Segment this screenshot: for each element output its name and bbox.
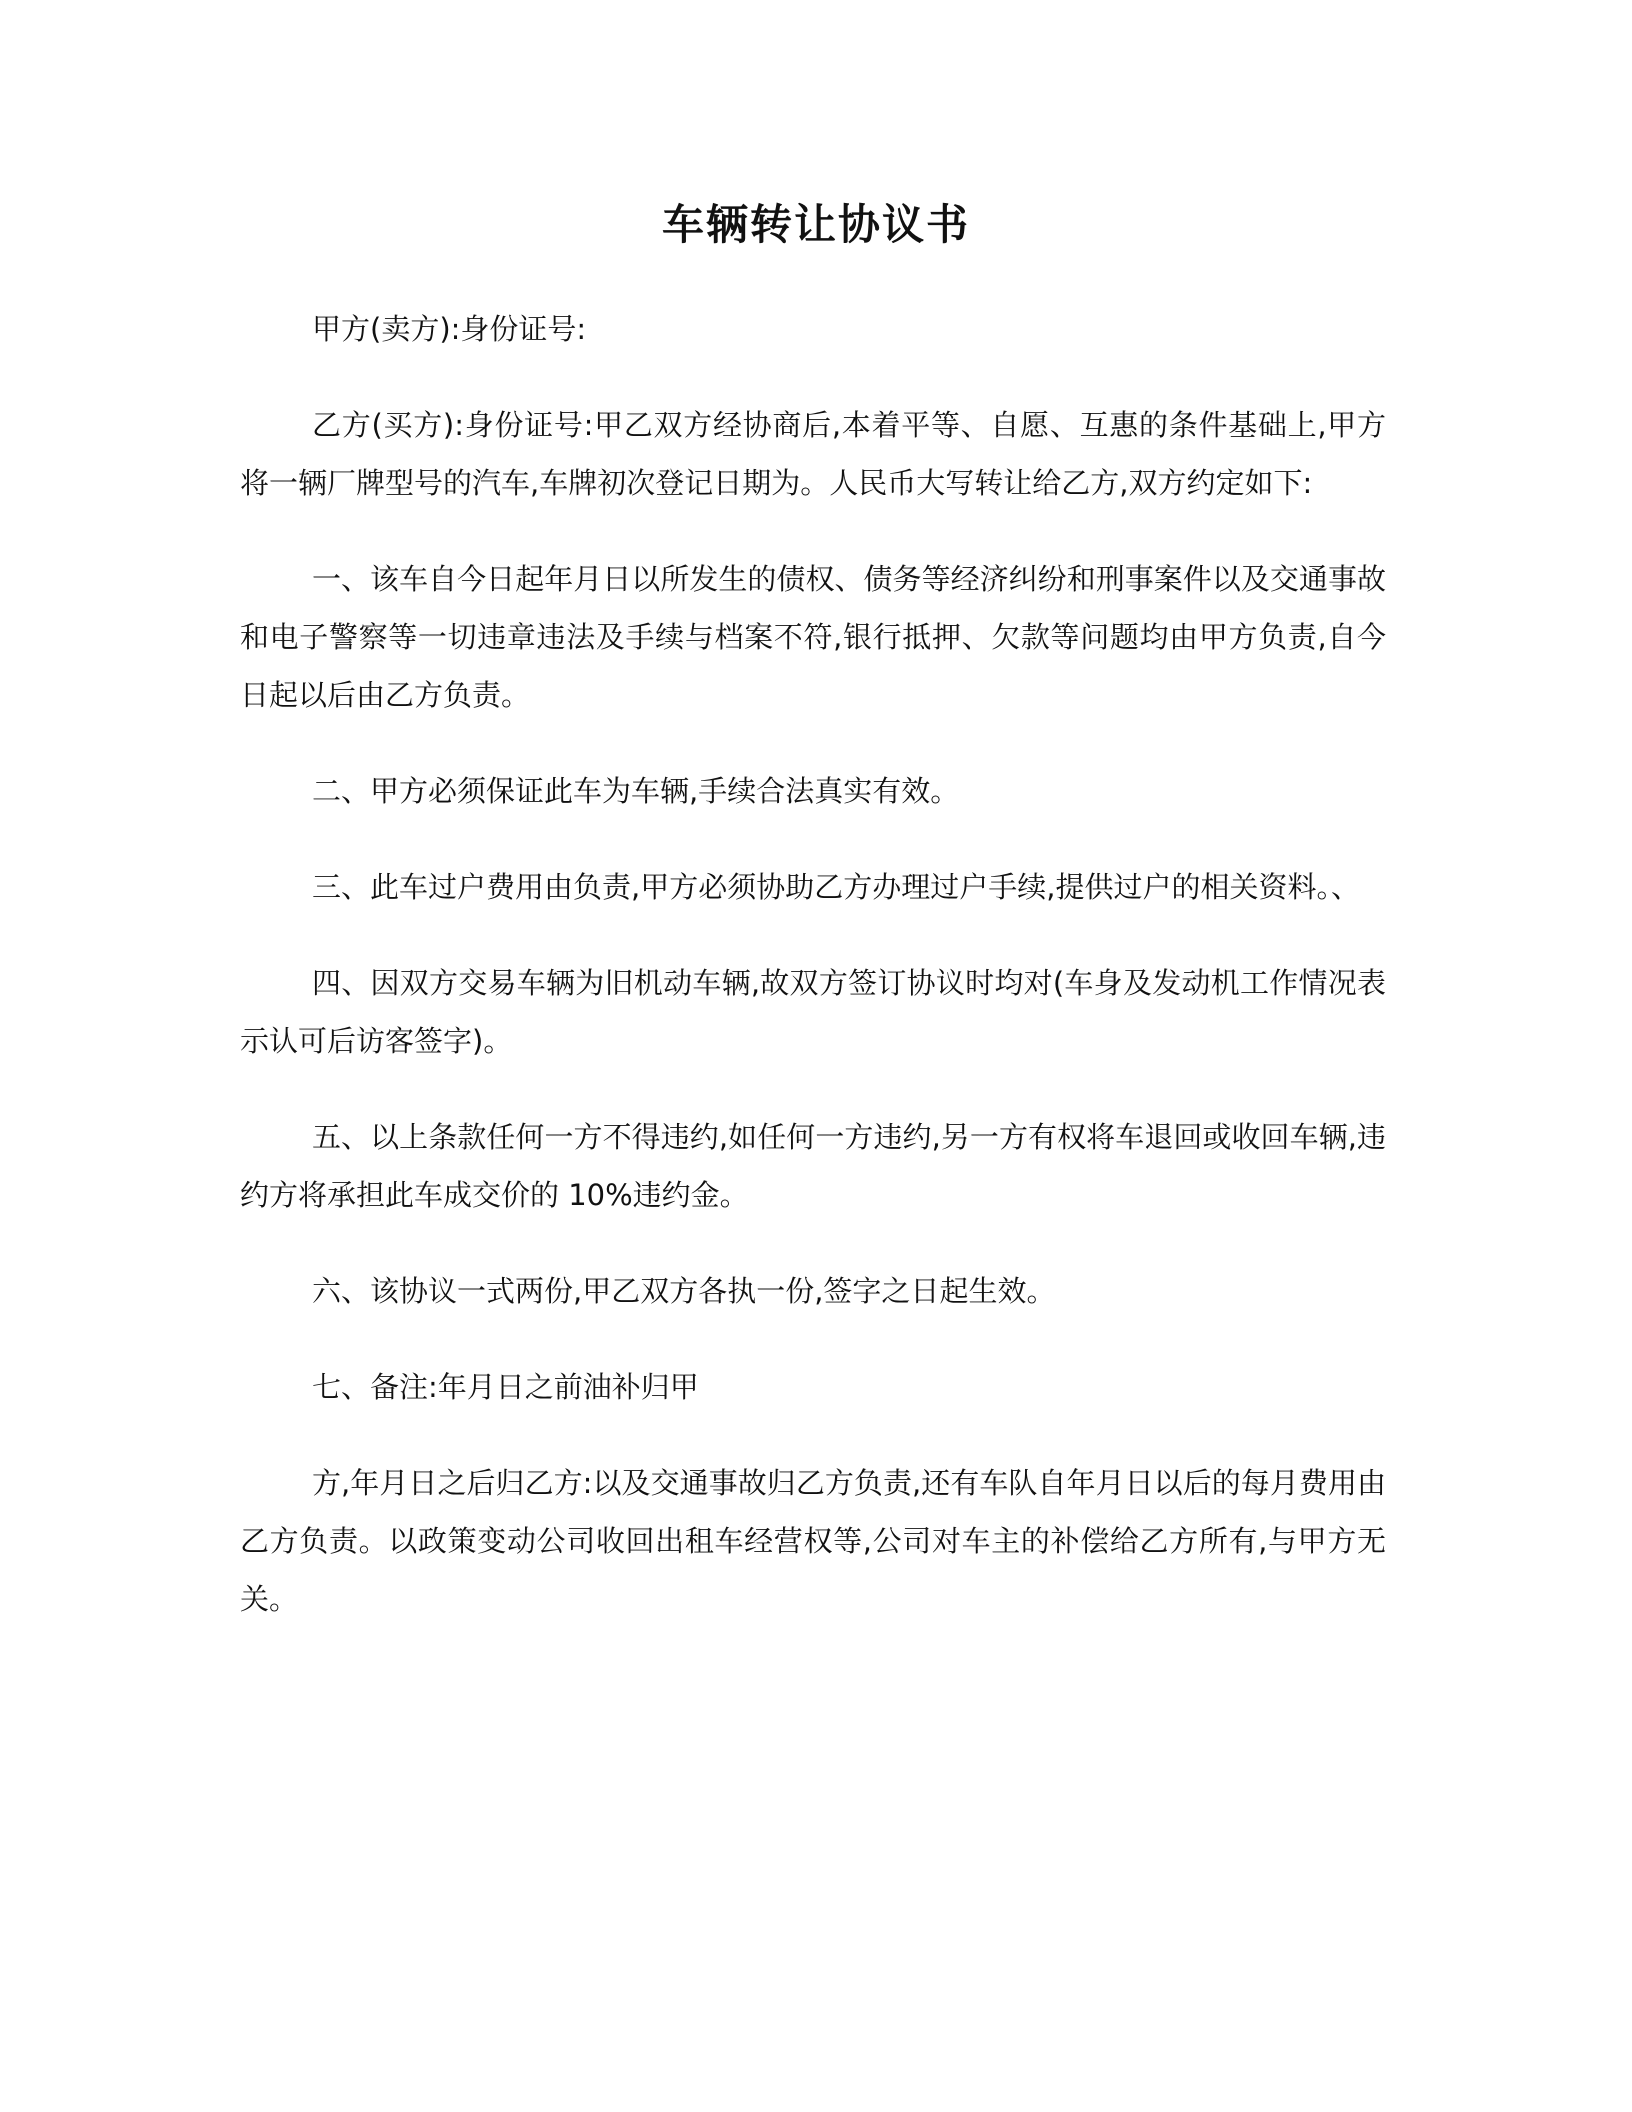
clause-1: 一、该车自今日起年月日以所发生的债权、债务等经济纠纷和刑事案件以及交通事故和电子警察等一切违章违法及手续与档案不符,银行抵押、欠款等问题均由甲方负责,自今日起以后由乙方负责。 — [240, 562, 1386, 712]
party-a-line: 甲方(卖方):身份证号: — [312, 312, 587, 346]
clause-5: 五、以上条款任何一方不得违约,如任何一方违约,另一方有权将车退回或收回车辆,违约方将承担此车成交价的 10%违约金。 — [240, 1120, 1386, 1212]
clause-2: 二、甲方必须保证此车为车辆,手续合法真实有效。 — [312, 774, 960, 808]
clause-7-remark-continued: 方,年月日之后归乙方:以及交通事故归乙方负责,还有车队自年月日以后的每月费用由乙方负责。以政策变动公司收回出租车经营权等,公司对车主的补偿给乙方所有,与甲方无关。 — [240, 1466, 1386, 1616]
document-body — [240, 300, 1386, 1666]
party-b-intro-paragraph: 乙方(买方):身份证号:甲乙双方经协商后,本着平等、自愿、互惠的条件基础上,甲方将一辆厂牌型号的汽车,车牌初次登记日期为。人民币大写转让给乙方,双方约定如下: — [240, 408, 1386, 500]
clause-7-remark: 七、备注:年月日之前油补归甲 — [312, 1370, 699, 1404]
clause-6: 六、该协议一式两份,甲乙双方各执一份,签字之日起生效。 — [312, 1274, 1056, 1308]
clause-3: 三、此车过户费用由负责,甲方必须协助乙方办理过户手续,提供过户的相关资料。、 — [312, 870, 1360, 904]
clause-4: 四、因双方交易车辆为旧机动车辆,故双方签订协议时均对(车身及发动机工作情况表示认可后访客签字)。 — [240, 966, 1386, 1058]
document-title: 车辆转让协议书 — [661, 200, 970, 249]
